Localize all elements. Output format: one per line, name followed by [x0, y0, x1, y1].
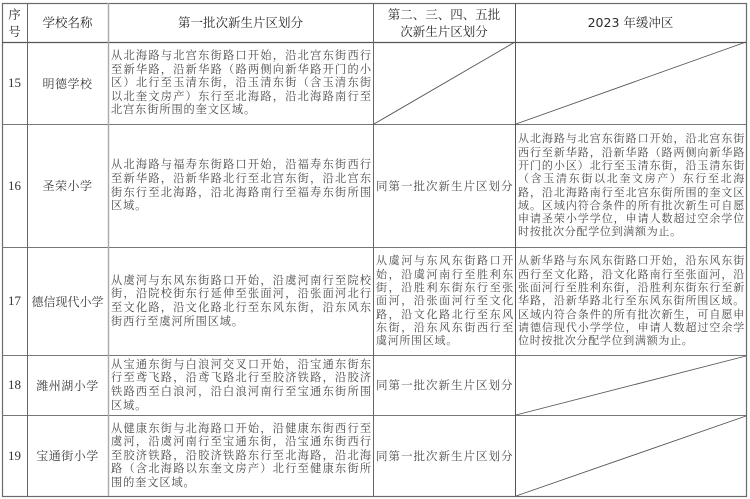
row-15-school — [27, 42, 108, 124]
buffer-area: 从新华路与东风东街路口开始，沿东风东街西行至文化路，沿文化路南行至张面河，沿张面河行至胜利东街，沿胜利东街东行至新华路，沿新华路北行至东风东街所围区域。区域内符合条件的所有批次新生，可自愿申请德信现代小学学位，申请人数超过空余学位时按批次分配学位到满额为止。 — [518, 254, 745, 348]
school-name: 潍州湖小学 — [36, 378, 99, 393]
row-17-buffer — [515, 247, 746, 355]
row-19-later-batches — [373, 415, 515, 496]
row-16-buffer — [515, 124, 746, 247]
row-18-seq — [2, 355, 27, 415]
row-18-later-batches — [373, 355, 515, 415]
school-name: 宝通街小学 — [36, 449, 99, 463]
district-table — [2, 3, 746, 496]
school-name: 明德学校 — [42, 76, 93, 91]
first-batch-area: 从北海路与福寿东街路口开始，沿福寿东街西行至新华路，沿新华路北行至北宫东街，沿北宫东街东行至北海路，沿北海路南行至福寿东街所围区域。 — [111, 158, 372, 213]
school-name: 德信现代小学 — [31, 294, 104, 309]
row-seq: 15 — [8, 75, 21, 90]
header-later-batches-label: 第二、三、四、五批次新生片区划分 — [387, 6, 501, 39]
row-19-seq — [2, 415, 27, 496]
first-batch-area: 从宝通东街与白浪河交叉口开始，沿宝通东街东行至鸢飞路，沿鸢飞路北行至胶济铁路，沿胶济铁路西至白浪河，沿白浪河南行至宝通东街所围区域。 — [111, 357, 372, 412]
school-name: 圣荣小学 — [42, 179, 93, 193]
later-batches-area: 同第一批次新生片区划分 — [376, 448, 514, 463]
row-16-school — [27, 124, 108, 247]
row-16-later-batches — [373, 124, 515, 247]
header-school-label: 学校名称 — [42, 15, 93, 30]
first-batch-area: 从健康东街与北海路口开始，沿健康东街西行至虞河，沿虞河南行至宝通东街，沿宝通东街西行至胶济铁路，沿胶济铁路东行至北海路，沿北海路（含北海路以东奎文房产）北行至健康东街所围的奎文区域。 — [111, 421, 372, 489]
later-batches-area: 从虞河与东风东街路口开始，沿虞河南行至胜利东街，沿胜利东街东行至张面河，沿张面河行至文化路，沿文化路北行至东风东街，沿东风东街西行至虞河所围区域。 — [376, 254, 514, 348]
later-batches-area: 同第一批次新生片区划分 — [376, 178, 514, 193]
later-batches-area: 同第一批次新生片区划分 — [376, 378, 514, 392]
header-school — [27, 3, 108, 42]
row-16-seq — [2, 124, 27, 247]
row-seq: 17 — [8, 293, 21, 308]
header-later-batches — [373, 3, 515, 42]
row-15-seq — [2, 42, 27, 124]
header-buffer-2023-label: 2023 年缓冲区 — [587, 15, 674, 30]
row-15-first-batch — [108, 42, 373, 124]
row-seq: 19 — [8, 447, 21, 463]
row-17-first-batch — [108, 247, 373, 355]
header-seq-label: 序号 — [8, 6, 21, 39]
first-batch-area: 从北海路与北宫东街路口开始，沿北宫东街西行至新华路，沿新华路（路两侧向新华路开门的小区）北行至玉清东街，沿玉清东街（含玉清东街以北奎文房产）东行至北海路，沿北海路南行至北宫东街所围的奎文区域。 — [111, 49, 372, 117]
row-18-first-batch — [108, 355, 373, 415]
buffer-area: 从北海路与北宫东街路口开始，沿北宫东街西行至新华路，沿新华路（路两侧向新华路开门的小区）北行至玉清东街，沿玉清东街（含玉清东街以北奎文房产）东行至北海路，沿北海路南行至北宫东街所围的奎文区域。区域内符合条件的所有批次新生可自愿申请圣荣小学学位，申请人数超过空余学位时按批次分配学位到满额为止。 — [518, 132, 745, 239]
row-17-seq — [2, 247, 27, 355]
header-first-batch — [108, 3, 373, 42]
row-16-first-batch — [108, 124, 373, 247]
row-17-later-batches — [373, 247, 515, 355]
row-seq: 18 — [8, 377, 21, 392]
header-buffer-2023 — [515, 3, 746, 42]
row-17-school — [27, 247, 108, 355]
row-seq: 16 — [8, 177, 21, 193]
header-seq — [2, 3, 27, 42]
row-19-school — [27, 415, 108, 496]
row-19-first-batch — [108, 415, 373, 496]
row-18-school — [27, 355, 108, 415]
header-first-batch-label: 第一批次新生片区划分 — [177, 15, 303, 30]
first-batch-area: 从虞河与东风东街路口开始，沿虞河南行至院校街，沿院校街东行延伸至张面河，沿张面河北行至文化路，沿文化路北行至东风东街，沿东风东街西行至虞河所围区域。 — [111, 273, 372, 328]
